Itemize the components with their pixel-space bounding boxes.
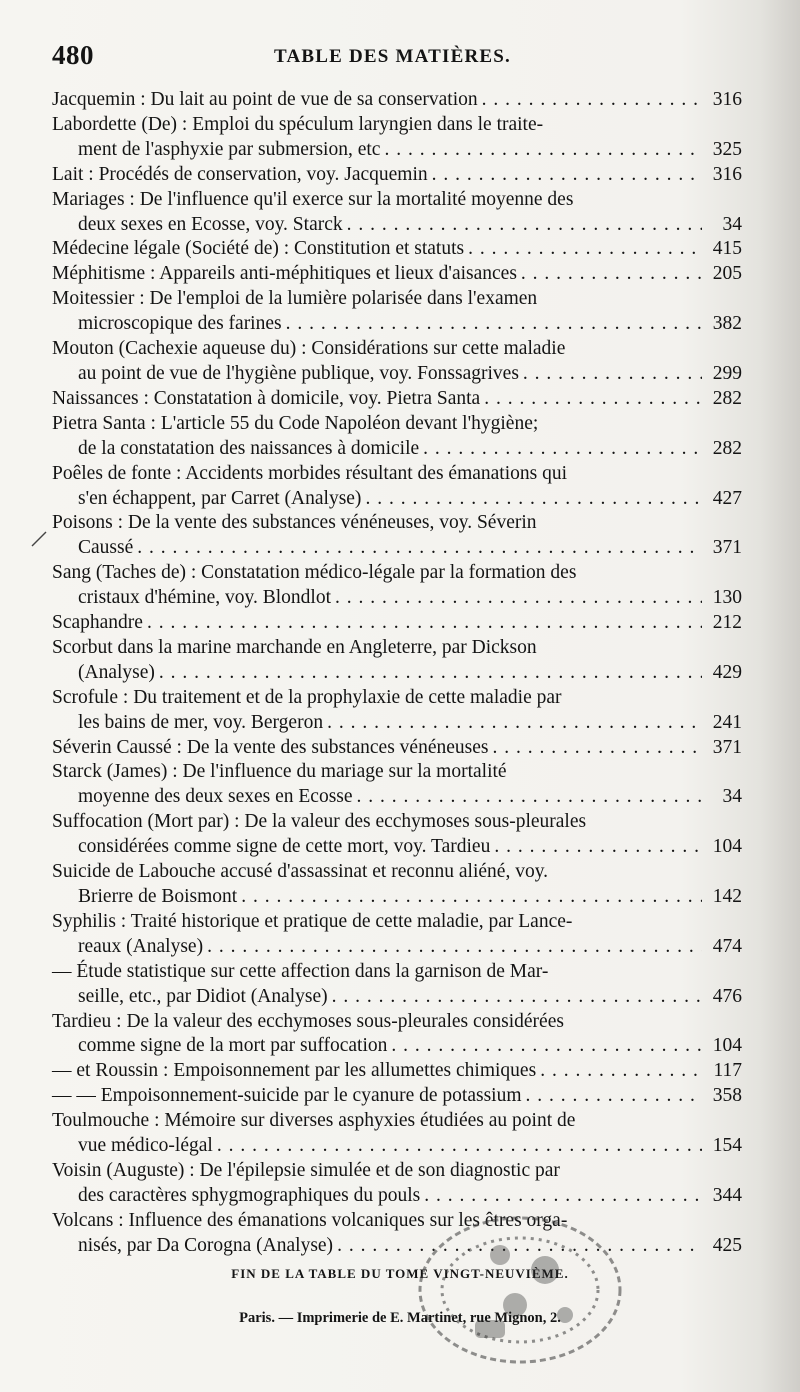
entry-line bbox=[52, 1184, 742, 1209]
dot-leader bbox=[332, 985, 702, 1010]
index-entries bbox=[52, 88, 742, 1259]
entry-line bbox=[52, 437, 742, 462]
dot-leader bbox=[494, 835, 702, 860]
index-entry bbox=[52, 387, 742, 412]
entry-line bbox=[52, 736, 742, 761]
index-entry bbox=[52, 1059, 742, 1084]
entry-line bbox=[52, 1010, 742, 1035]
index-entry bbox=[52, 113, 742, 163]
entry-text: microscopique des farines bbox=[78, 313, 282, 335]
page-number: 480 bbox=[52, 40, 94, 70]
dot-leader bbox=[526, 1084, 702, 1109]
index-entry bbox=[52, 412, 742, 462]
entry-line bbox=[52, 810, 742, 835]
entry-text: (Analyse) bbox=[78, 661, 155, 683]
index-entry bbox=[52, 237, 742, 262]
entry-text: Labordette (De) : Emploi du spéculum laryngien dans le traite- bbox=[52, 113, 544, 135]
entry-line bbox=[52, 835, 742, 860]
dot-leader bbox=[327, 711, 702, 736]
entry-page-number: 130 bbox=[712, 587, 742, 609]
dot-leader bbox=[484, 387, 702, 412]
entry-line bbox=[52, 387, 742, 412]
dot-leader bbox=[147, 611, 702, 636]
entry-line bbox=[52, 885, 742, 910]
entry-text: Mariages : De l'influence qu'il exerce sur la mortalité moyenne des bbox=[52, 188, 574, 210]
index-entry bbox=[52, 462, 742, 512]
dot-leader bbox=[137, 536, 702, 561]
entry-page-number: 104 bbox=[712, 1035, 742, 1057]
entry-line bbox=[52, 163, 742, 188]
index-entry bbox=[52, 262, 742, 287]
entry-text: Brierre de Boismont bbox=[78, 886, 238, 907]
dot-leader bbox=[365, 487, 702, 512]
index-entry bbox=[52, 163, 742, 188]
entry-line bbox=[52, 1084, 742, 1109]
dot-leader bbox=[384, 138, 702, 163]
entry-text: seille, etc., par Didiot (Analyse) bbox=[78, 985, 328, 1007]
entry-line bbox=[52, 1109, 742, 1134]
entry-page-number: 382 bbox=[712, 313, 742, 335]
entry-text: — — Empoisonnement-suicide par le cyanure de potassium bbox=[52, 1085, 522, 1107]
entry-line bbox=[52, 487, 742, 512]
entry-text: Scrofule : Du traitement et de la prophylaxie de cette maladie par bbox=[52, 686, 562, 708]
entry-line bbox=[52, 760, 742, 785]
entry-line bbox=[52, 636, 742, 661]
entry-line bbox=[52, 511, 742, 536]
entry-line bbox=[52, 262, 742, 287]
entry-page-number: 415 bbox=[712, 238, 742, 260]
entry-page-number: 427 bbox=[712, 487, 742, 509]
index-entry bbox=[52, 760, 742, 810]
entry-page-number: 425 bbox=[712, 1234, 742, 1256]
entry-page-number: 282 bbox=[712, 437, 742, 459]
index-entry bbox=[52, 910, 742, 960]
entry-line bbox=[52, 1134, 742, 1159]
entry-line bbox=[52, 287, 742, 312]
entry-text: Séverin Caussé : De la vente des substances vénéneuses bbox=[52, 736, 489, 758]
entry-page-number: 205 bbox=[712, 263, 742, 285]
entry-line bbox=[52, 935, 742, 960]
dot-leader bbox=[432, 163, 702, 188]
dot-leader bbox=[241, 885, 702, 910]
index-entry bbox=[52, 960, 742, 1010]
entry-line bbox=[52, 711, 742, 736]
entry-text: des caractères sphygmographiques du pouls bbox=[78, 1184, 421, 1206]
entry-text: Syphilis : Traité historique et pratique de cette maladie, par Lance- bbox=[52, 910, 573, 932]
entry-line bbox=[52, 960, 742, 985]
entry-text: ment de l'asphyxie par submersion, etc bbox=[78, 138, 381, 160]
entry-page-number: 371 bbox=[712, 736, 742, 758]
index-entry bbox=[52, 561, 742, 611]
index-entry bbox=[52, 636, 742, 686]
entry-text: Méphitisme : Appareils anti-méphitiques et lieux d'aisances bbox=[52, 263, 517, 285]
entry-line bbox=[52, 1209, 742, 1234]
entry-line bbox=[52, 561, 742, 586]
entry-text: Naissances : Constatation à domicile, voy. Pietra Santa bbox=[52, 387, 481, 409]
entry-text: Poêles de fonte : Accidents morbides résultant des émanations qui bbox=[52, 462, 568, 484]
entry-line bbox=[52, 188, 742, 213]
entry-page-number: 371 bbox=[712, 537, 742, 559]
entry-line bbox=[52, 985, 742, 1010]
entry-text: deux sexes en Ecosse, voy. Starck bbox=[78, 213, 343, 235]
entry-line bbox=[52, 1234, 742, 1259]
entry-line bbox=[52, 586, 742, 611]
dot-leader bbox=[521, 262, 702, 287]
entry-line bbox=[52, 412, 742, 437]
dot-leader bbox=[347, 213, 702, 238]
entry-line bbox=[52, 337, 742, 362]
entry-page-number: 429 bbox=[712, 661, 742, 683]
entry-page-number: 154 bbox=[712, 1135, 742, 1157]
entry-line bbox=[52, 362, 742, 387]
entry-page-number: 34 bbox=[722, 786, 742, 808]
entry-text: au point de vue de l'hygiène publique, voy. Fonssagrives bbox=[78, 362, 519, 384]
entry-line bbox=[52, 661, 742, 686]
entry-text: Mouton (Cachexie aqueuse du) : Considérations sur cette maladie bbox=[52, 338, 566, 360]
index-entry bbox=[52, 611, 742, 636]
entry-text: Médecine légale (Société de) : Constitution et statuts bbox=[52, 238, 465, 260]
index-entry bbox=[52, 810, 742, 860]
dot-leader bbox=[357, 785, 702, 810]
entry-line bbox=[52, 462, 742, 487]
entry-text: nisés, par Da Corogna (Analyse) bbox=[78, 1234, 334, 1256]
entry-line bbox=[52, 860, 742, 885]
dot-leader bbox=[492, 736, 702, 761]
entry-text: Moitessier : De l'emploi de la lumière polarisée dans l'examen bbox=[52, 288, 538, 310]
dot-leader bbox=[337, 1234, 702, 1259]
entry-text: Poisons : De la vente des substances vénéneuses, voy. Séverin bbox=[52, 512, 537, 534]
dot-leader bbox=[523, 362, 702, 387]
entry-line bbox=[52, 312, 742, 337]
index-entry bbox=[52, 511, 742, 561]
index-entry bbox=[52, 1209, 742, 1259]
index-entry bbox=[52, 88, 742, 113]
index-entry bbox=[52, 1159, 742, 1209]
dot-leader bbox=[423, 437, 702, 462]
page-header bbox=[52, 40, 742, 80]
entry-text: de la constatation des naissances à domicile bbox=[78, 437, 420, 459]
entry-text: Toulmouche : Mémoire sur diverses asphyxies étudiées au point de bbox=[52, 1110, 576, 1132]
entry-text: cristaux d'hémine, voy. Blondlot bbox=[78, 587, 332, 609]
entry-text: Scaphandre bbox=[52, 612, 143, 634]
entry-page-number: 325 bbox=[712, 138, 742, 160]
entry-text: Jacquemin : Du lait au point de vue de sa conservation bbox=[52, 89, 478, 110]
entry-page-number: 344 bbox=[712, 1184, 742, 1206]
entry-page-number: 282 bbox=[712, 387, 742, 409]
entry-line bbox=[52, 910, 742, 935]
entry-page-number: 474 bbox=[712, 935, 742, 957]
dot-leader bbox=[207, 935, 702, 960]
dot-leader bbox=[482, 88, 702, 113]
entry-line bbox=[52, 88, 742, 113]
entry-page-number: 358 bbox=[712, 1085, 742, 1107]
entry-text: Volcans : Influence des émanations volcaniques sur les êtres orga- bbox=[52, 1209, 568, 1231]
entry-line bbox=[52, 785, 742, 810]
entry-page-number: 212 bbox=[712, 612, 742, 634]
entry-text: considérées comme signe de cette mort, voy. Tardieu bbox=[78, 836, 491, 858]
dot-leader bbox=[424, 1184, 702, 1209]
index-entry bbox=[52, 287, 742, 337]
entry-text: les bains de mer, voy. Bergeron bbox=[78, 711, 324, 733]
entry-line bbox=[52, 686, 742, 711]
end-of-table-notice: FIN DE LA TABLE DU TOME VINGT-NEUVIÈME. bbox=[231, 1266, 569, 1281]
entry-line bbox=[52, 113, 742, 138]
index-entry bbox=[52, 1010, 742, 1060]
entry-page-number: 316 bbox=[712, 89, 742, 110]
index-entry bbox=[52, 860, 742, 910]
entry-text: vue médico-légal bbox=[78, 1135, 213, 1157]
entry-text: Caussé bbox=[78, 537, 134, 559]
dot-leader bbox=[540, 1059, 702, 1084]
index-entry bbox=[52, 337, 742, 387]
dot-leader bbox=[286, 312, 702, 337]
index-entry bbox=[52, 1109, 742, 1159]
dot-leader bbox=[217, 1134, 702, 1159]
running-title: TABLE DES MATIÈRES. bbox=[274, 46, 511, 67]
entry-page-number: 117 bbox=[713, 1060, 742, 1082]
entry-line bbox=[52, 1159, 742, 1184]
entry-page-number: 104 bbox=[712, 836, 742, 858]
entry-text: Tardieu : De la valeur des ecchymoses sous-pleurales considérées bbox=[52, 1010, 564, 1032]
entry-line bbox=[52, 138, 742, 163]
pencil-mark-icon bbox=[30, 528, 50, 548]
dot-leader bbox=[468, 237, 702, 262]
entry-text: Lait : Procédés de conservation, voy. Jacquemin bbox=[52, 163, 428, 185]
entry-page-number: 142 bbox=[712, 886, 742, 907]
entry-line bbox=[52, 1034, 742, 1059]
dot-leader bbox=[391, 1034, 702, 1059]
entry-line bbox=[52, 213, 742, 238]
entry-text: Suffocation (Mort par) : De la valeur des ecchymoses sous-pleurales bbox=[52, 811, 587, 833]
entry-line bbox=[52, 611, 742, 636]
entry-text: Starck (James) : De l'influence du mariage sur la mortalité bbox=[52, 761, 507, 783]
entry-line bbox=[52, 536, 742, 561]
entry-text: — et Roussin : Empoisonnement par les allumettes chimiques bbox=[52, 1060, 537, 1082]
entry-text: s'en échappent, par Carret (Analyse) bbox=[78, 487, 362, 509]
entry-text: Voisin (Auguste) : De l'épilepsie simulée et de son diagnostic par bbox=[52, 1159, 560, 1181]
entry-line bbox=[52, 237, 742, 262]
entry-text: comme signe de la mort par suffocation bbox=[78, 1035, 388, 1057]
index-entry bbox=[52, 1084, 742, 1109]
dot-leader bbox=[335, 586, 702, 611]
entry-page-number: 34 bbox=[722, 213, 742, 235]
entry-line bbox=[52, 1059, 742, 1084]
entry-text: moyenne des deux sexes en Ecosse bbox=[78, 786, 353, 808]
entry-text: Pietra Santa : L'article 55 du Code Napoléon devant l'hygiène; bbox=[52, 412, 539, 434]
entry-text: Suicide de Labouche accusé d'assassinat et reconnu aliéné, voy. bbox=[52, 861, 549, 883]
printer-imprint: Paris. — Imprimerie de E. Martinet, rue Mignon, 2. bbox=[239, 1310, 561, 1326]
entry-text: Scorbut dans la marine marchande en Angleterre, par Dickson bbox=[52, 636, 537, 658]
entry-text: — Étude statistique sur cette affection dans la garnison de Mar- bbox=[52, 960, 549, 982]
entry-page-number: 476 bbox=[712, 985, 742, 1007]
index-entry bbox=[52, 188, 742, 238]
entry-page-number: 316 bbox=[712, 163, 742, 185]
dot-leader bbox=[159, 661, 702, 686]
entry-page-number: 241 bbox=[712, 711, 742, 733]
entry-text: Sang (Taches de) : Constatation médico-légale par la formation des bbox=[52, 562, 577, 584]
entry-page-number: 299 bbox=[712, 362, 742, 384]
index-entry bbox=[52, 736, 742, 761]
entry-text: reaux (Analyse) bbox=[78, 935, 204, 957]
index-entry bbox=[52, 686, 742, 736]
